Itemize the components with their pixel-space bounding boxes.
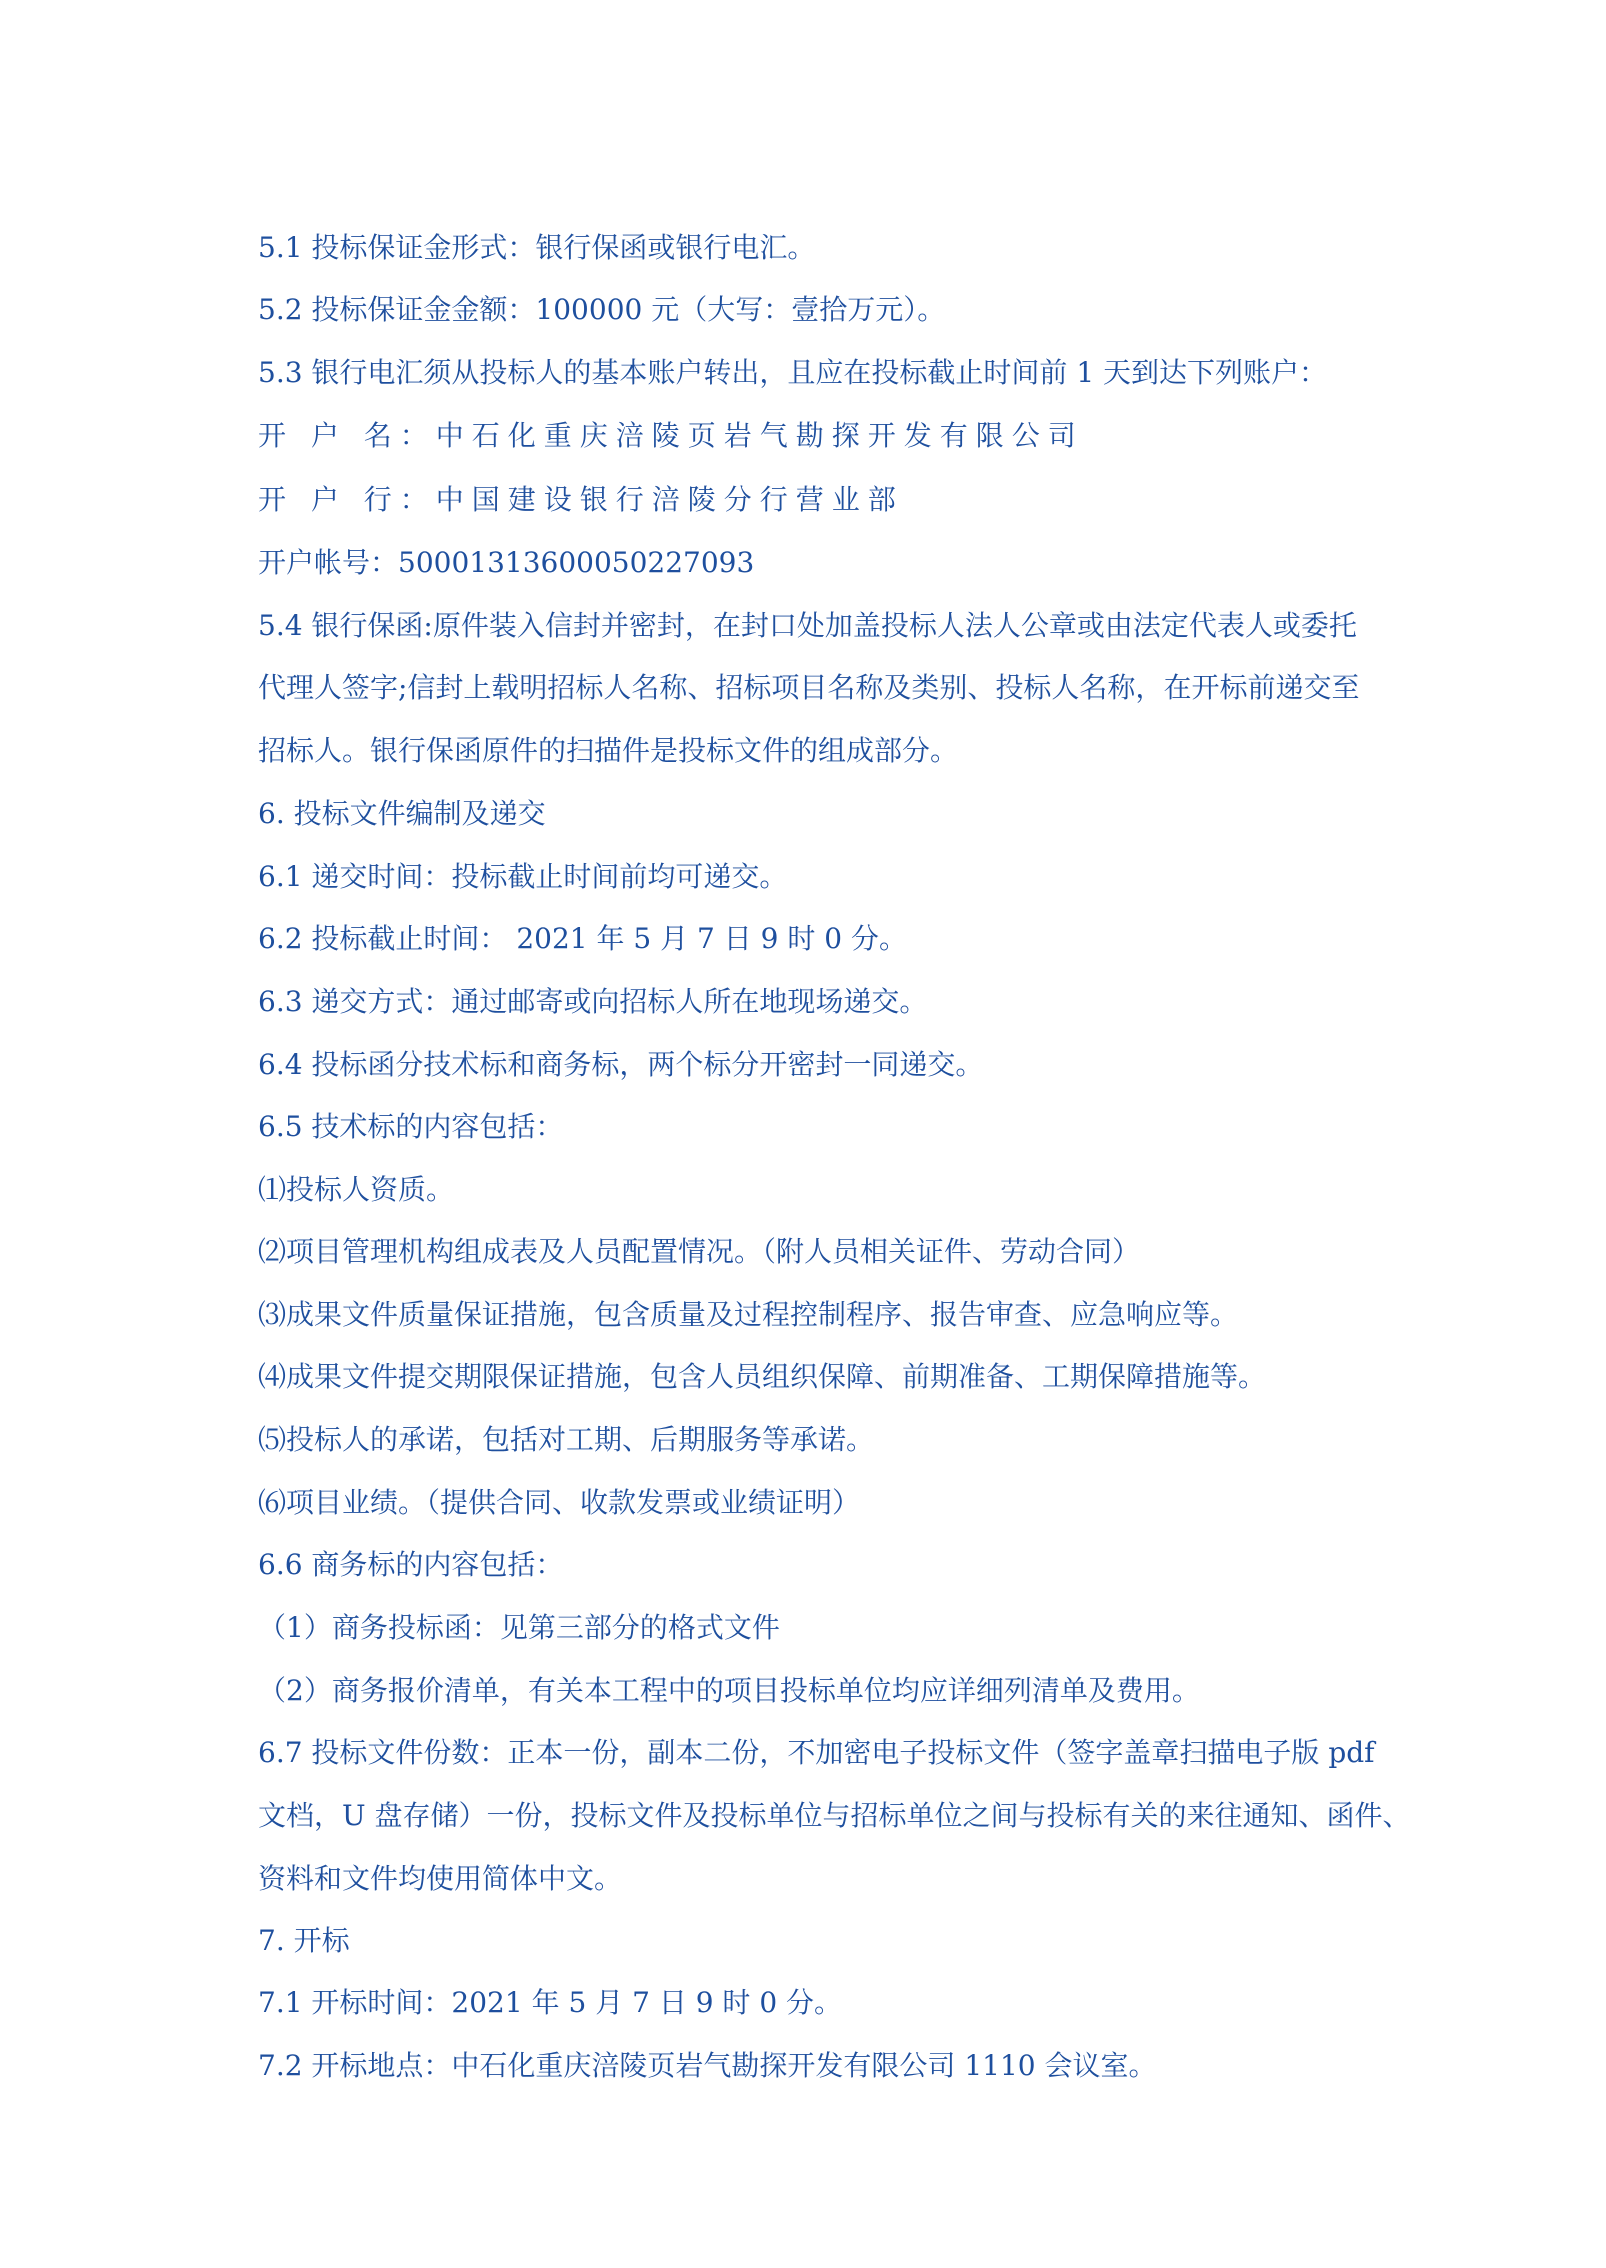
- line-6-5-item-3: ⑶成果文件质量保证措施，包含质量及过程控制程序、报告审查、应急响应等。: [258, 1298, 1239, 1331]
- line-account-number: 开户帐号：50001313600050227093: [258, 546, 755, 579]
- line-account-bank: 开 户 行：中国建设银行涪陵分行营业部: [258, 483, 904, 516]
- line-6-5-item-2: ⑵项目管理机构组成表及人员配置情况。（附人员相关证件、劳动合同）: [258, 1235, 1141, 1268]
- line-6-6: 6.6 商务标的内容包括：: [258, 1548, 564, 1581]
- line-6-1: 6.1 递交时间：投标截止时间前均可递交。: [258, 860, 788, 893]
- line-5-4: 5.4 银行保函:原件装入信封并密封，在封口处加盖投标人法人公章或由法定代表人或委托: [258, 609, 1357, 642]
- line-5-1: 5.1 投标保证金形式：银行保函或银行电汇。: [258, 231, 816, 264]
- line-6-5: 6.5 技术标的内容包括：: [258, 1110, 564, 1143]
- line-7-2: 7.2 开标地点：中石化重庆涪陵页岩气勘探开发有限公司 1110 会议室。: [258, 2049, 1157, 2082]
- line-6-7-cont-1: 文档，U 盘存储）一份，投标文件及投标单位与招标单位之间与投标有关的来往通知、函件、: [258, 1799, 1411, 1832]
- line-7-1: 7.1 开标时间：2021 年 5 月 7 日 9 时 0 分。: [258, 1986, 843, 2019]
- line-6-4: 6.4 投标函分技术标和商务标，两个标分开密封一同递交。: [258, 1048, 984, 1081]
- line-6-3: 6.3 递交方式：通过邮寄或向招标人所在地现场递交。: [258, 985, 928, 1018]
- line-6-7: 6.7 投标文件份数：正本一份，副本二份，不加密电子投标文件（签字盖章扫描电子版 pdf: [258, 1736, 1375, 1769]
- line-account-name: 开 户 名：中石化重庆涪陵页岩气勘探开发有限公司: [258, 419, 1084, 452]
- line-5-4-cont-2: 招标人。银行保函原件的扫描件是投标文件的组成部分。: [258, 734, 959, 767]
- line-5-2: 5.2 投标保证金金额：100000 元（大写：壹拾万元）。: [258, 293, 946, 326]
- line-5-3: 5.3 银行电汇须从投标人的基本账户转出，且应在投标截止时间前 1 天到达下列账户：: [258, 356, 1328, 389]
- line-6-5-item-4: ⑷成果文件提交期限保证措施，包含人员组织保障、前期准备、工期保障措施等。: [258, 1360, 1267, 1393]
- line-6-5-item-5: ⑸投标人的承诺，包括对工期、后期服务等承诺。: [258, 1423, 875, 1456]
- line-6-5-item-1: ⑴投标人资质。: [258, 1173, 455, 1206]
- line-5-4-cont-1: 代理人签字;信封上载明招标人名称、招标项目名称及类别、投标人名称，在开标前递交至: [258, 671, 1360, 704]
- line-6-6-item-1: （1）商务投标函：见第三部分的格式文件: [258, 1611, 780, 1644]
- line-6-5-item-6: ⑹项目业绩。（提供合同、收款发票或业绩证明）: [258, 1486, 861, 1519]
- line-6-7-cont-2: 资料和文件均使用简体中文。: [258, 1862, 623, 1895]
- heading-6: 6. 投标文件编制及递交: [258, 797, 546, 830]
- line-6-6-item-2: （2）商务报价清单，有关本工程中的项目投标单位均应详细列清单及费用。: [258, 1674, 1200, 1707]
- line-6-2: 6.2 投标截止时间： 2021 年 5 月 7 日 9 时 0 分。: [258, 922, 907, 955]
- heading-7: 7. 开标: [258, 1924, 350, 1957]
